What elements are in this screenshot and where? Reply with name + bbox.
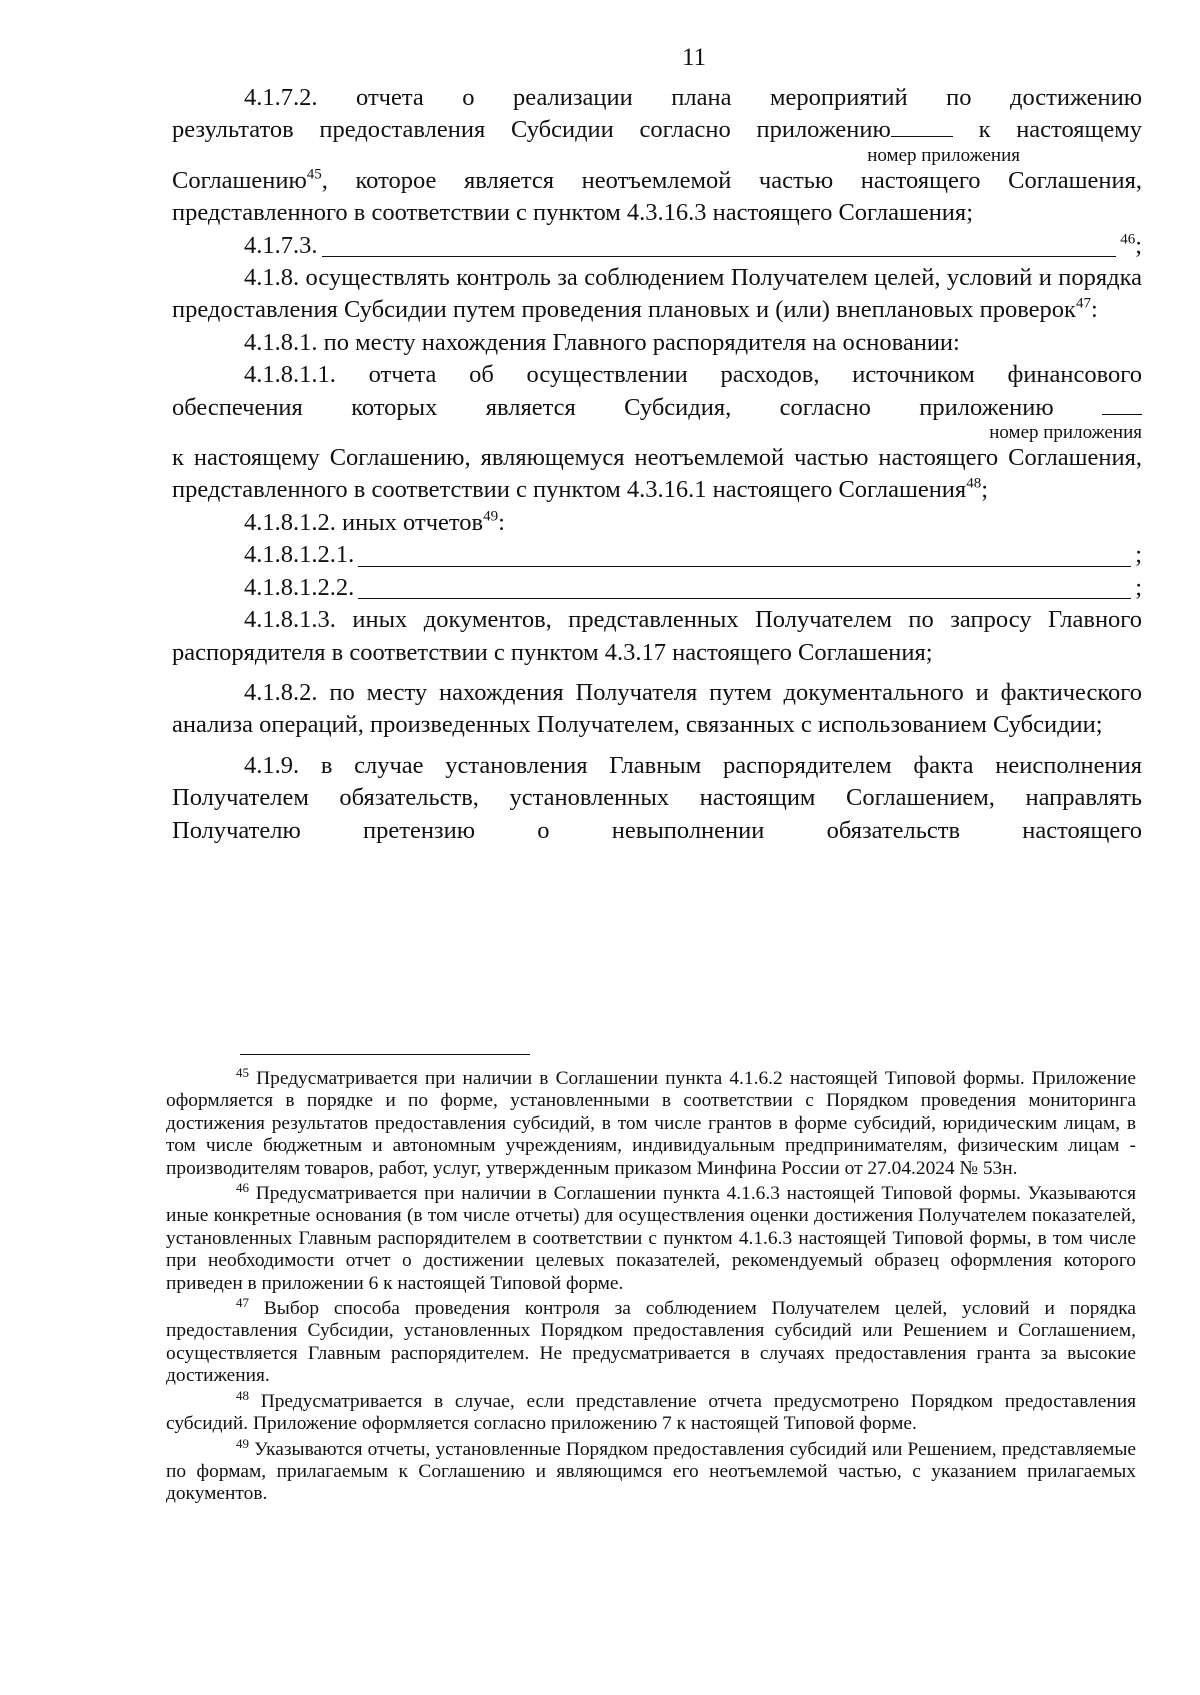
footnote-ref[interactable]: 47: [1075, 295, 1091, 312]
footnote-49: [166, 1435, 1136, 1506]
page-number: 11: [681, 44, 707, 71]
clause-text: обеспечения которых является Субсидия, согласно приложению: [172, 393, 1054, 421]
clause-text: 4.1.8.1.2. иных отчетов: [244, 508, 484, 536]
clause-text: результатов предоставления Субсидии согласно приложению: [172, 116, 891, 144]
document-body: [172, 82, 1142, 847]
clause-text: , которое является неотъемлемой частью настоящего Соглашения, представленного в соответствии с пунктом 4.3.16.3 настоящего Соглашения;: [172, 166, 1142, 227]
clause-text: 4.1.8. осуществлять контроль за соблюдением Получателем целей, условий и порядка предоставления Субсидии путем проведения плановых и (или) внеплановых проверок: [172, 264, 1142, 324]
footnote-number: 49: [236, 1435, 249, 1451]
footnote-number: 45: [236, 1064, 249, 1080]
clause-4-1-8-1-1-line2: [172, 392, 1142, 424]
clause-text: Соглашению: [172, 166, 307, 194]
clause-4-1-8-1-1-line3: к настоящему Соглашению, являющемуся неотъемлемой частью настоящего Соглашения, представленного в соответствии с пунктом 4.3.16.1 настоящего Соглашения$^{48}$;: [172, 444, 1142, 504]
footnote-ref[interactable]: 45: [306, 166, 322, 183]
footnote-number: 46: [236, 1179, 249, 1195]
clause-text: 4.1.7.2. отчета о реализации плана мероприятий по достижению: [244, 84, 1142, 111]
footnotes: [166, 1064, 1136, 1509]
footnote-ref[interactable]: 49: [483, 508, 499, 525]
footnote-ref[interactable]: 46: [1120, 230, 1136, 247]
clause-4-1-9: 4.1.9. в случае установления Главным распорядителем факта неисполнения Получателем обязательств, установленных настоящим Соглашением, направлять Получателю претензию о невыполнении обязательств настоящего: [172, 751, 1142, 844]
clause-text: к настоящему Соглашению, являющемуся неотъемлемой частью настоящего Соглашения, представленного в соответствии с пунктом 4.3.16.1 настоящего Соглашения: [172, 444, 1142, 504]
clause-4-1-7-2-line3: [172, 165, 1142, 230]
clause-4-1-8: 4.1.8. осуществлять контроль за соблюдением Получателем целей, условий и порядка предоставления Субсидии путем проведения плановых и (или) внеплановых проверок$^{47}$:: [172, 264, 1142, 324]
footnote-number: 48: [236, 1387, 249, 1403]
clause-4-1-8-1: 4.1.8.1. по месту нахождения Главного распорядителя на основании:: [244, 328, 960, 356]
clause-4-1-8-1-2-1: [244, 539, 1142, 571]
footnote-47: [166, 1294, 1136, 1388]
footnote-48: [166, 1387, 1136, 1436]
footnote-ref[interactable]: 48: [966, 475, 982, 492]
appendix-number-caption: номер приложения: [989, 422, 1142, 444]
footnote-number: 47: [236, 1294, 249, 1310]
footnote-text: Указываются отчеты, установленные Порядком предоставления субсидий или Решением, представляемые по формам, прилагаемым к Соглашению и являющимся его неотъемлемой частью, с указанием прилагаемых документов.: [166, 1438, 1136, 1505]
clause-text: 4.1.8.1.1. отчета об осуществлении расходов, источником финансового: [244, 361, 1142, 389]
clause-4-1-7-2-line1: [172, 82, 1142, 114]
fill-in-blank[interactable]: [322, 232, 1117, 257]
footnote-46: [166, 1179, 1136, 1295]
appendix-number-blank[interactable]: [891, 114, 953, 137]
clause-end: $^{46}$;: [1120, 230, 1142, 259]
appendix-number-caption: номер приложения: [867, 144, 1020, 166]
clause-4-1-8-1-1-line1: [172, 359, 1142, 391]
clause-4-1-8-1-2: 4.1.8.1.2. иных отчетов$^{49}$:: [244, 508, 505, 536]
clause-4-1-7-2-line2: [172, 114, 1142, 146]
clause-4-1-8-1-3: 4.1.8.1.3. иных документов, представленных Получателем по запросу Главного распорядителя в соответствии с пунктом 4.3.17 настоящего Соглашения;: [172, 606, 1142, 666]
clause-end: ;: [1135, 541, 1142, 569]
footnote-text: Предусматривается в случае, если представление отчета предусмотрено Порядком предоставления субсидий. Приложение оформляется согласно приложению 7 к настоящей Типовой форме.: [166, 1390, 1136, 1435]
clause-4-1-8-1-2-2: [244, 572, 1142, 604]
clause-label: 4.1.7.3.: [244, 231, 318, 259]
footnote-45: [166, 1064, 1136, 1180]
footnote-text: Предусматривается при наличии в Соглашении пункта 4.1.6.2 настоящей Типовой формы. Приложение оформляется в порядке и по форме, установленными в соответствии с Порядком проведения мониторинга достижения результатов предоставления субсидий, в том числе грантов в форме субсидий, юридическим лицам, в том числе бюджетным и автономным учреждениям, индивидуальным предпринимателям, физическим лицам - производителям товаров, работ, услуг, утвержденным приказом Минфина России от 27.04.2024 № 53н.: [166, 1068, 1136, 1179]
clause-4-1-7-3: [244, 230, 1142, 262]
footnote-separator: [240, 1054, 530, 1055]
fill-in-blank[interactable]: [358, 574, 1131, 599]
footnote-text: Предусматривается при наличии в Соглашении пункта 4.1.6.3 настоящей Типовой формы. Указываются иные конкретные основания (в том числе отчеты) для осуществления оценки достижения Получателем показателей, установленных Главным распорядителем в соответствии с пунктом 4.1.6.3 настоящей Типовой формы, в том числе при необходимости отчет о достижении целевых показателей, рекомендуемый образец оформления которого приведен в приложении 6 к настоящей Типовой форме.: [166, 1183, 1136, 1294]
appendix-number-blank[interactable]: [1102, 392, 1142, 415]
footnote-text: Выбор способа проведения контроля за соблюдением Получателем целей, условий и порядка предоставления Субсидии, установленных Порядком предоставления субсидий или Решением и Соглашением, осуществляется Главным распорядителем. Не предусматривается в случаях предоставления гранта за высокие достижения.: [166, 1298, 1136, 1387]
clause-text: к настоящему: [978, 116, 1142, 144]
clause-label: 4.1.8.1.2.2.: [244, 573, 355, 601]
clause-4-1-8-2: 4.1.8.2. по месту нахождения Получателя путем документального и фактического анализа операций, произведенных Получателем, связанных с использованием Субсидии;: [172, 678, 1142, 739]
clause-end: ;: [1135, 573, 1142, 601]
fill-in-blank[interactable]: [358, 542, 1131, 567]
clause-label: 4.1.8.1.2.1.: [244, 541, 355, 569]
